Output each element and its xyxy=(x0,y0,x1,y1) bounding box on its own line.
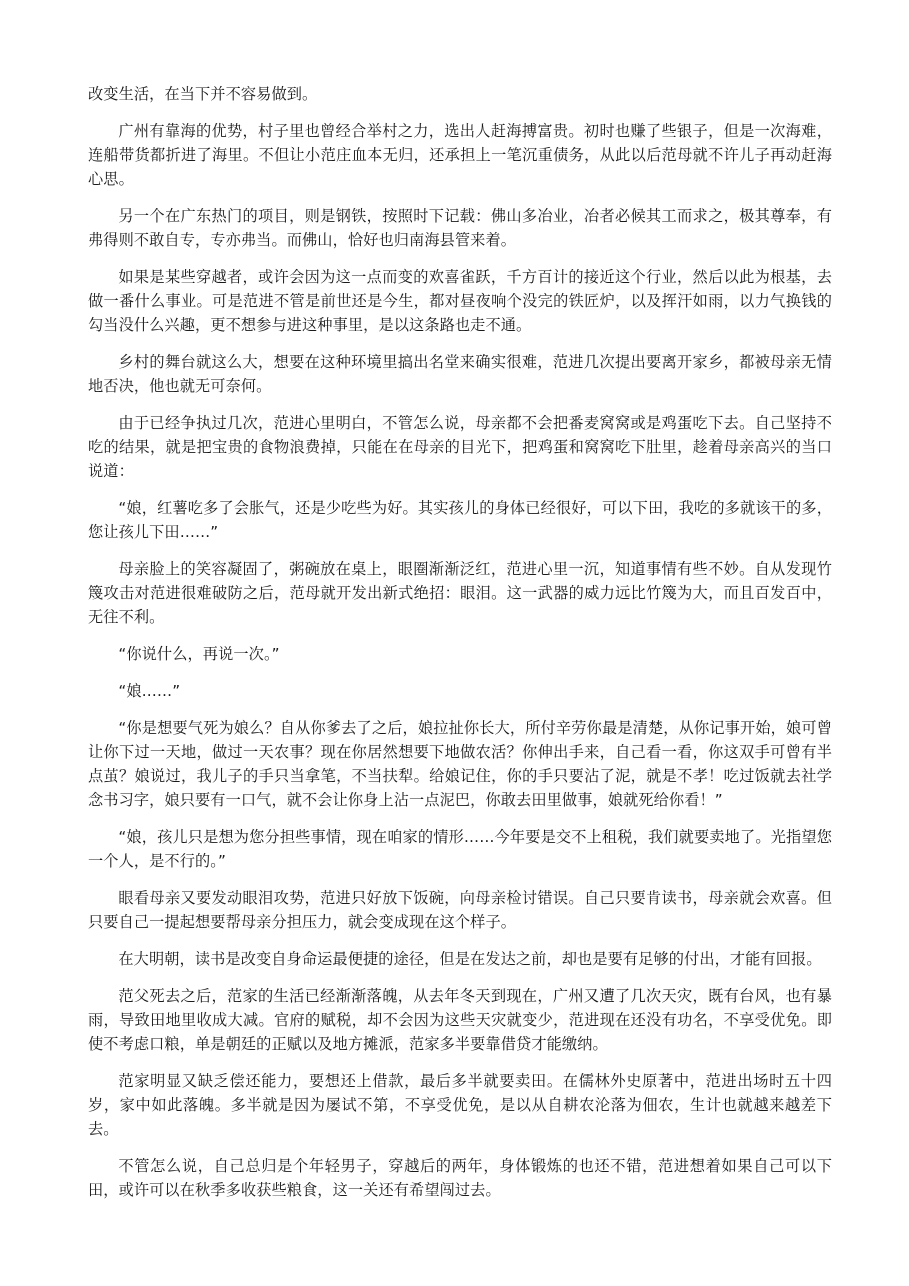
paragraph: 范家明显又缺乏偿还能力，要想还上借款，最后多半就要卖田。在儒林外史原著中，范进出场时五十四岁，家中如此落魄。多半就是因为屡试不第，不享受优免，是以从自耕农沦落为佃农，生计也就越来越差下去。 xyxy=(88,1072,832,1138)
dialogue-paragraph: “你说什么，再说一次。” xyxy=(118,645,280,663)
paragraph: 如果是某些穿越者，或许会因为这一点而变的欢喜雀跃，千方百计的接近这个行业，然后以此为根基，去做一番什么事业。可是范进不管是前世还是今生，都对昼夜响个没完的铁匠炉，以及挥汗如雨，以力气换钱的勾当没什么兴趣，更不想参与进这种事里，是以这条路也走不通。 xyxy=(88,268,832,334)
paragraph: 在大明朝，读书是改变自身命运最便捷的途径，但是在发达之前，却也是要有足够的付出，才能有回报。 xyxy=(118,950,822,968)
dialogue-paragraph: “你是想要气死为娘么？自从你爹去了之后，娘拉扯你长大，所付辛劳你最是清楚，从你记事开始，娘可曾让你下过一天地，做过一天农事？现在你居然想要下地做农活？你伸出手来，自己看一看，你这双手可曾有半点茧？娘说过，我儿子的手只当拿笔，不当扶犁。给娘记住，你的手只要沾了泥，就是不孝！吃过饭就去社学念书习字，娘只要有一口气，就不会让你身上沾一点泥巴，你敢去田里做事，娘就死给你看！” xyxy=(88,719,832,809)
dialogue-paragraph: “娘……” xyxy=(118,682,181,700)
paragraph: 不管怎么说，自己总归是个年轻男子，穿越后的两年，身体锻炼的也还不错，范进想着如果自己可以下田，或许可以在秋季多收获些粮食，这一关还有希望闯过去。 xyxy=(88,1157,832,1199)
dialogue-paragraph: “娘，红薯吃多了会胀气，还是少吃些为好。其实孩儿的身体已经很好，可以下田，我吃的多就该干的多，您让孩儿下田……” xyxy=(88,499,832,541)
paragraph: 改变生活，在当下并不容易做到。 xyxy=(88,85,318,103)
paragraph: 范父死去之后，范家的生活已经渐渐落魄，从去年冬天到现在，广州又遭了几次天灾，既有台风，也有暴雨，导致田地里收成大减。官府的赋税，却不会因为这些天灾就变少，范进现在还没有功名，不享受优免。即使不考虑口粮，单是朝廷的正赋以及地方摊派，范家多半要靠借贷才能缴纳。 xyxy=(88,987,832,1053)
paragraph: 由于已经争执过几次，范进心里明白，不管怎么说，母亲都不会把番麦窝窝或是鸡蛋吃下去。自己坚持不吃的结果，就是把宝贵的食物浪费掉，只能在在母亲的目光下，把鸡蛋和窝窝吃下肚里，趁着母亲高兴的当口说道： xyxy=(88,414,832,480)
paragraph: 另一个在广东热门的项目，则是钢铁，按照时下记载：佛山多冶业，冶者必候其工而求之，极其尊奉，有弗得则不敢自专，专亦弗当。而佛山，恰好也归南海县管来着。 xyxy=(88,207,832,249)
document-page xyxy=(88,82,832,1215)
paragraph: 母亲脸上的笑容凝固了，粥碗放在桌上，眼圈渐渐泛红，范进心里一沉，知道事情有些不妙。自从发现竹篾攻击对范进很难破防之后，范母就开发出新式绝招：眼泪。这一武器的威力远比竹篾为大，而且百发百中，无往不利。 xyxy=(88,560,832,626)
dialogue-paragraph: “娘，孩儿只是想为您分担些事情，现在咱家的情形……今年要是交不上租税，我们就要卖地了。光指望您一个人，是不行的。” xyxy=(88,828,832,870)
paragraph: 眼看母亲又要发动眼泪攻势，范进只好放下饭碗，向母亲检讨错误。自己只要肯读书，母亲就会欢喜。但只要自己一提起想要帮母亲分担压力，就会变成现在这个样子。 xyxy=(88,889,832,931)
paragraph: 广州有靠海的优势，村子里也曾经合举村之力，选出人赶海搏富贵。初时也赚了些银子，但是一次海难，连船带货都折进了海里。不但让小范庄血本无归，还承担上一笔沉重债务，从此以后范母就不许儿子再动赶海心思。 xyxy=(88,122,832,188)
paragraph: 乡村的舞台就这么大，想要在这种环境里搞出名堂来确实很难，范进几次提出要离开家乡，都被母亲无情地否决，他也就无可奈何。 xyxy=(88,353,832,395)
